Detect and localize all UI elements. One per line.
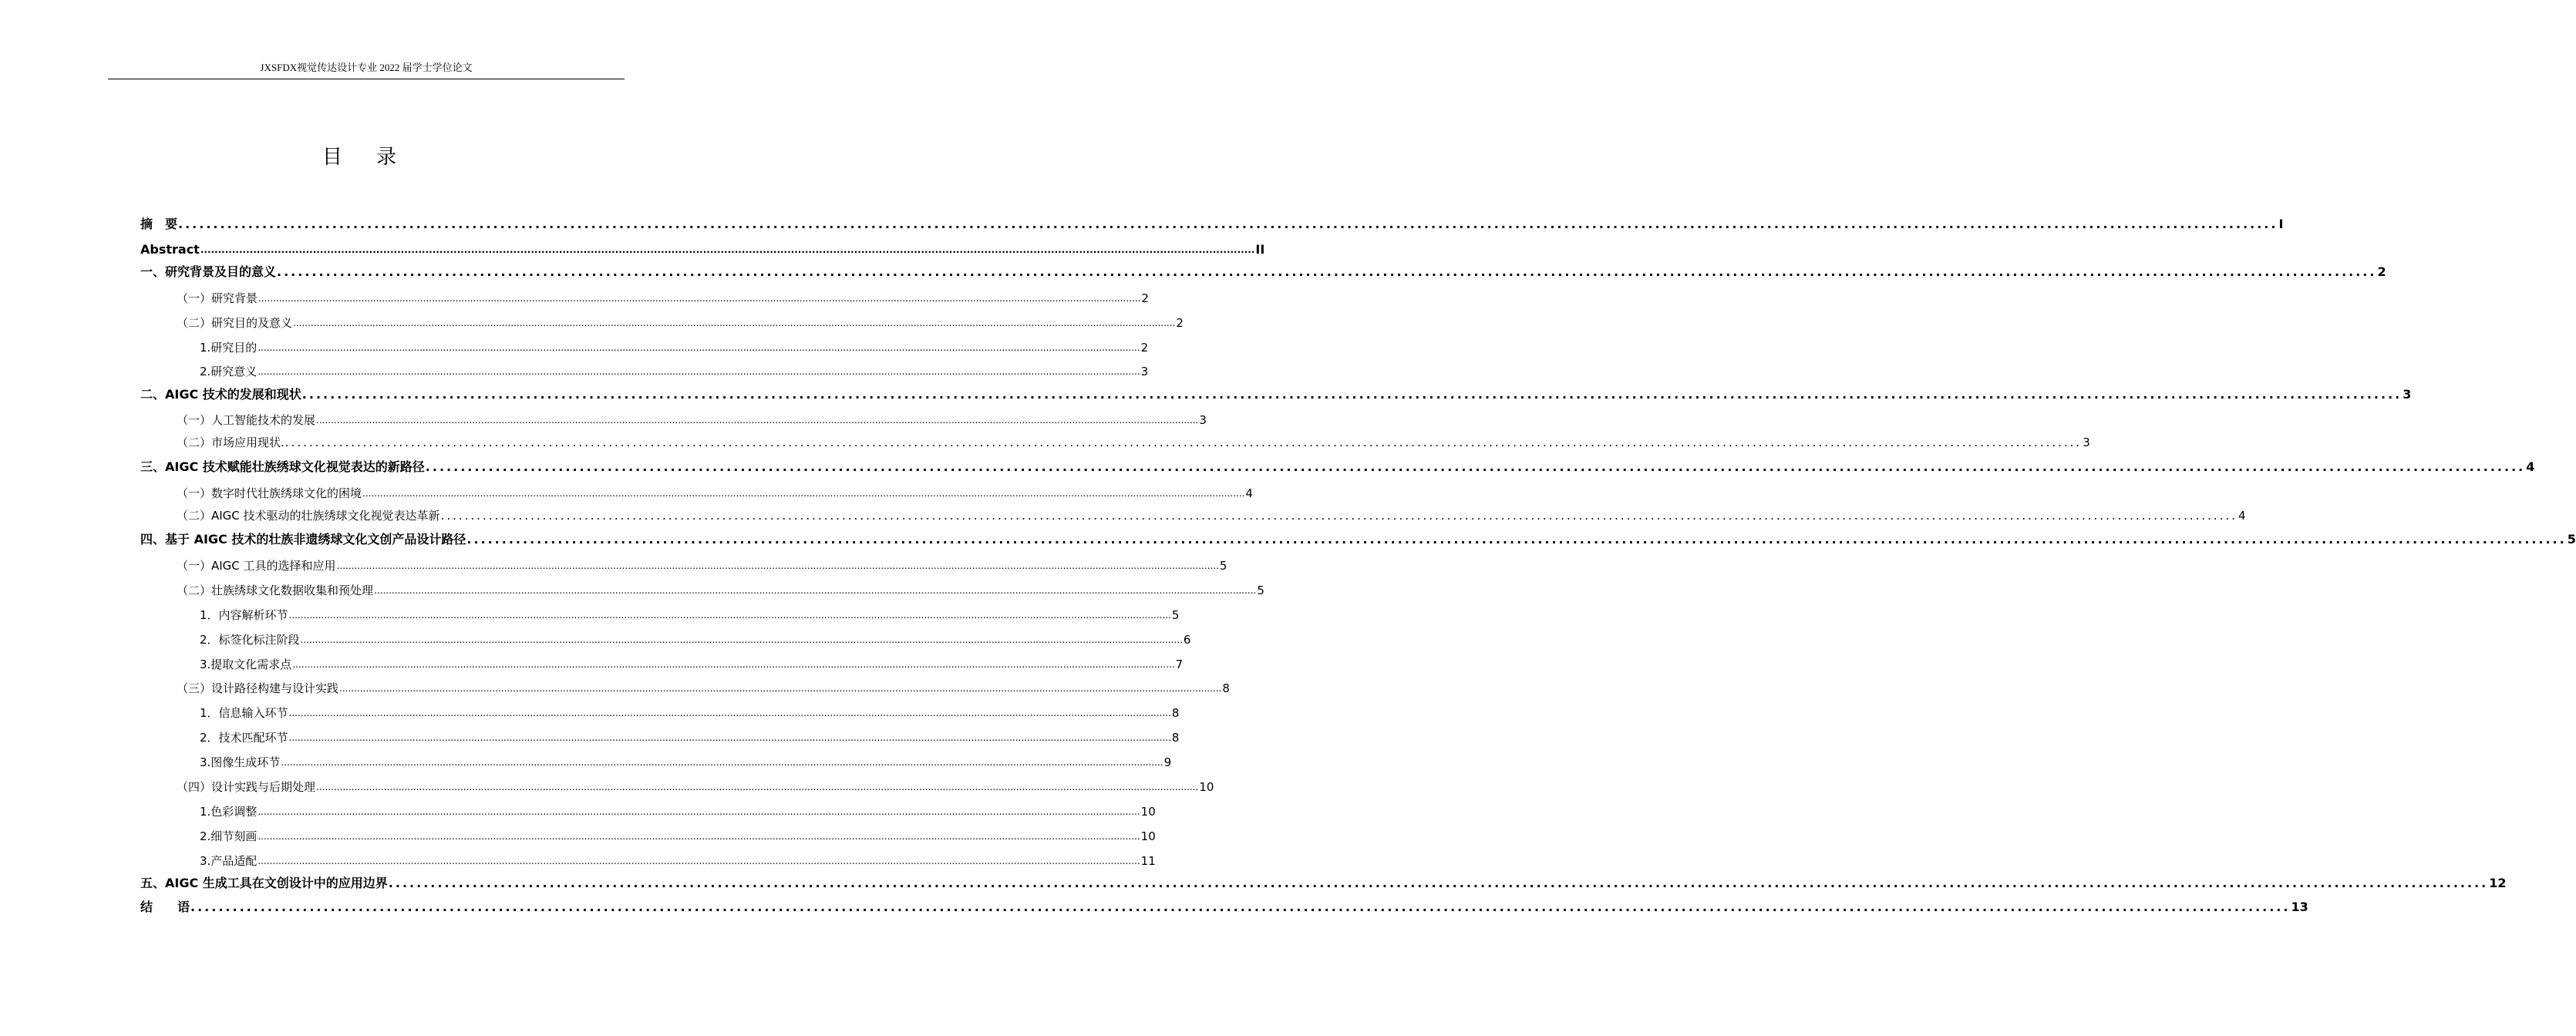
toc-leader-dots: ............................................................................................................................................................................................................................................................................................................ [425, 459, 2526, 474]
toc-entry[interactable] [200, 606, 1180, 624]
toc-entry[interactable] [177, 581, 1264, 600]
toc-leader-dots: ............................................................................................................................................................................................................................................................................................................ [178, 217, 2278, 231]
toc-leader-dots: ............................................................................................................................................................................................................................................................................................................ [300, 634, 1183, 645]
toc-entry-label: 1．内容解析环节 [200, 608, 288, 622]
toc-entry-label: （二）市场应用现状. [177, 436, 285, 449]
toc-entry-label: （一）研究背景 [177, 291, 258, 305]
toc-entry-label: 四、基于 AIGC 技术的壮族非遗绣球文化文创产品设计路径 [140, 532, 466, 547]
toc-leader-dots: ............................................................................................................................................................................................................................................................................................................ [374, 585, 1257, 596]
toc-entry-label: 1.研究目的 [200, 341, 258, 355]
toc-leader-dots: ............................................................................................................................................................................................................................................................................................................ [288, 610, 1171, 621]
toc-entry-page: 5 [1171, 608, 1180, 622]
toc-leader-dots: ............................................................................................................................................................................................................................................................................................................ [336, 560, 1219, 571]
toc-leader-dots: ............................................................................................................................................................................................................................................................................................................ [388, 876, 2489, 890]
toc-leader-dots: ............................................................................................................................................................................................................................................................................................................ [466, 532, 2567, 547]
toc-entry-page: 13 [2291, 900, 2308, 914]
toc-entry-label: （二）研究目的及意义 [177, 316, 293, 330]
toc-leader-dots: ............................................................................................................................................................................................................................................................................................................ [258, 856, 1140, 866]
toc-entry-page: 5 [1257, 584, 1264, 597]
toc-entry-label: （一）人工智能技术的发展 [177, 413, 316, 427]
toc-leader-dots: ............................................................................................................................................................................................................................................................................................................ [258, 342, 1140, 353]
toc-entry-page: I [2278, 217, 2284, 231]
toc-entry[interactable] [177, 778, 1214, 796]
toc-leader-dots: ............................................................................................................................................................................................................................................................................................................ [281, 757, 1163, 768]
running-header: JXSFDX视觉传达设计专业 2022 届学士学位论文 [108, 60, 625, 79]
toc-entry-label: 一、研究背景及目的意义 [140, 264, 277, 279]
toc-entry-label: 2．技术匹配环节 [200, 731, 288, 745]
toc-entry-label: 1．信息输入环节 [200, 706, 288, 720]
toc-entry-page: 7 [1175, 658, 1184, 671]
toc-entry[interactable] [200, 753, 1172, 772]
toc-entry-label: （一）AIGC 工具的选择和应用 [177, 559, 336, 573]
toc-entry-label: 2.细节刻画 [200, 829, 258, 843]
toc-entry[interactable] [177, 484, 1253, 503]
toc-entry-page: 2 [2377, 264, 2386, 279]
toc-entry[interactable] [177, 411, 1207, 429]
toc-entry-label: （四）设计实践与后期处理 [177, 780, 316, 794]
toc-entry-page: II [1255, 242, 1265, 257]
toc-entry-page: 3 [1199, 413, 1207, 427]
toc-entry-label: （二）壮族绣球文化数据收集和预处理 [177, 584, 374, 597]
toc-entry-page: 2 [1176, 316, 1184, 330]
toc-entry[interactable] [200, 338, 1149, 357]
toc-entry-page: 10 [1140, 829, 1156, 843]
toc-entry[interactable] [177, 679, 1230, 698]
toc-entry-page: 8 [1222, 681, 1230, 695]
toc-entry-page: 3 [2083, 436, 2090, 449]
toc-leader-dots: ............................................................................................................................................................................................................................................................................................................ [258, 366, 1140, 377]
toc-entry-page: 3 [1140, 365, 1149, 378]
toc-entry-page: 2 [1140, 341, 1149, 355]
toc-entry[interactable] [177, 506, 2246, 525]
toc-leader-dots: ............................................................................................................................................................................................................................................................................................................ [293, 318, 1176, 328]
toc-entry[interactable] [200, 704, 1180, 722]
toc-entry-page: 9 [1163, 755, 1172, 769]
toc-entry[interactable] [177, 557, 1227, 575]
toc-entry-page: 6 [1183, 633, 1191, 647]
toc-entry[interactable] [200, 802, 1156, 821]
toc-entry-label: 2．标签化标注阶段 [200, 633, 300, 647]
toc-entry[interactable] [200, 655, 1184, 674]
toc-entry-label: 五、AIGC 生成工具在文创设计中的应用边界 [140, 876, 388, 890]
toc-entry-page: 5 [2567, 532, 2576, 547]
toc-entry-page: 3 [2403, 387, 2412, 402]
toc-entry-label: 3.图像生成环节 [200, 755, 281, 769]
toc-entry-label: 1.色彩调整 [200, 805, 258, 819]
toc-entry[interactable] [140, 530, 2576, 549]
toc-leader-dots: ............................................................................................................................................................................................................................................................................................................ [292, 659, 1175, 670]
toc-entry[interactable] [200, 827, 1156, 846]
toc-entry[interactable] [140, 263, 2386, 281]
toc-entry-page: 8 [1171, 731, 1180, 745]
toc-entry[interactable] [200, 362, 1149, 381]
toc-leader-dots: ............................................................................................................................................................................................................................................................................................................ [277, 264, 2377, 279]
toc-entry[interactable] [140, 385, 2412, 404]
toc-entry-page: 12 [2489, 876, 2507, 890]
toc-entry-page: 5 [1219, 559, 1227, 573]
toc-entry[interactable] [140, 240, 1265, 259]
toc-entry-label: 2.研究意义 [200, 365, 258, 378]
toc-entry[interactable] [200, 631, 1191, 649]
toc-entry-page: 10 [1140, 805, 1156, 819]
toc-entry[interactable] [177, 289, 1149, 308]
toc-entry-page: 2 [1141, 291, 1149, 305]
toc-leader-dots: ............................................................................................................................................................................................................................................................................................................ [285, 436, 2083, 449]
toc-leader-dots: ............................................................................................................................................................................................................................................................................................................ [339, 683, 1222, 694]
toc-entry-label: 摘 要 [140, 217, 178, 231]
toc-entry-page: 8 [1171, 706, 1180, 720]
toc-entry-label: 三、AIGC 技术赋能壮族绣球文化视觉表达的新路径 [140, 459, 425, 474]
toc-entry[interactable] [200, 728, 1180, 747]
toc-entry-label: 结 语 [140, 900, 190, 914]
toc-entry[interactable] [177, 314, 1184, 332]
toc-leader-dots: ............................................................................................................................................................................................................................................................................................................ [362, 488, 1245, 499]
toc-leader-dots: ............................................................................................................................................................................................................................................................................................................ [258, 293, 1141, 304]
toc-title: 目 录 [322, 146, 411, 169]
toc-entry-page: 11 [1140, 854, 1156, 868]
toc-leader-dots: ............................................................................................................................................................................................................................................................................................................ [316, 415, 1199, 426]
toc-leader-dots: ............................................................................................................................................................................................................................................................................................................ [316, 782, 1199, 792]
toc-entry-page: 4 [2526, 459, 2535, 474]
toc-entry-label: 3.产品适配 [200, 854, 258, 868]
toc-entry[interactable] [140, 898, 2308, 917]
toc-entry[interactable] [140, 215, 2284, 234]
toc-leader-dots: ............................................................................................................................................................................................................................................................................................................ [288, 708, 1171, 718]
toc-entry-label: （三）设计路径构建与设计实践 [177, 681, 339, 695]
toc-entry-label: 二、AIGC 技术的发展和现状 [140, 387, 301, 402]
toc-entry-page: 4 [2238, 509, 2246, 523]
toc-entry-label: Abstract [140, 242, 200, 257]
toc-leader-dots: ............................................................................................................................................................................................................................................................................................................ [200, 244, 1255, 255]
toc-leader-dots: ............................................................................................................................................................................................................................................................................................................ [440, 509, 2238, 523]
toc-entry[interactable] [177, 433, 2090, 452]
toc-entry-label: （二）AIGC 技术驱动的壮族绣球文化视觉表达革新 [177, 509, 440, 523]
toc-leader-dots: ............................................................................................................................................................................................................................................................................................................ [190, 900, 2291, 914]
toc-entry[interactable] [140, 458, 2535, 476]
toc-leader-dots: ............................................................................................................................................................................................................................................................................................................ [258, 831, 1140, 842]
toc-entry-label: 3.提取文化需求点 [200, 658, 292, 671]
toc-entry[interactable] [140, 874, 2507, 893]
toc-entry-page: 4 [1245, 486, 1253, 500]
toc-leader-dots: ............................................................................................................................................................................................................................................................................................................ [301, 387, 2403, 402]
toc-leader-dots: ............................................................................................................................................................................................................................................................................................................ [258, 806, 1140, 817]
toc-leader-dots: ............................................................................................................................................................................................................................................................................................................ [288, 732, 1171, 743]
toc-entry-page: 10 [1199, 780, 1214, 794]
toc-entry-label: （一）数字时代壮族绣球文化的困境 [177, 486, 362, 500]
toc-entry[interactable] [200, 852, 1156, 870]
